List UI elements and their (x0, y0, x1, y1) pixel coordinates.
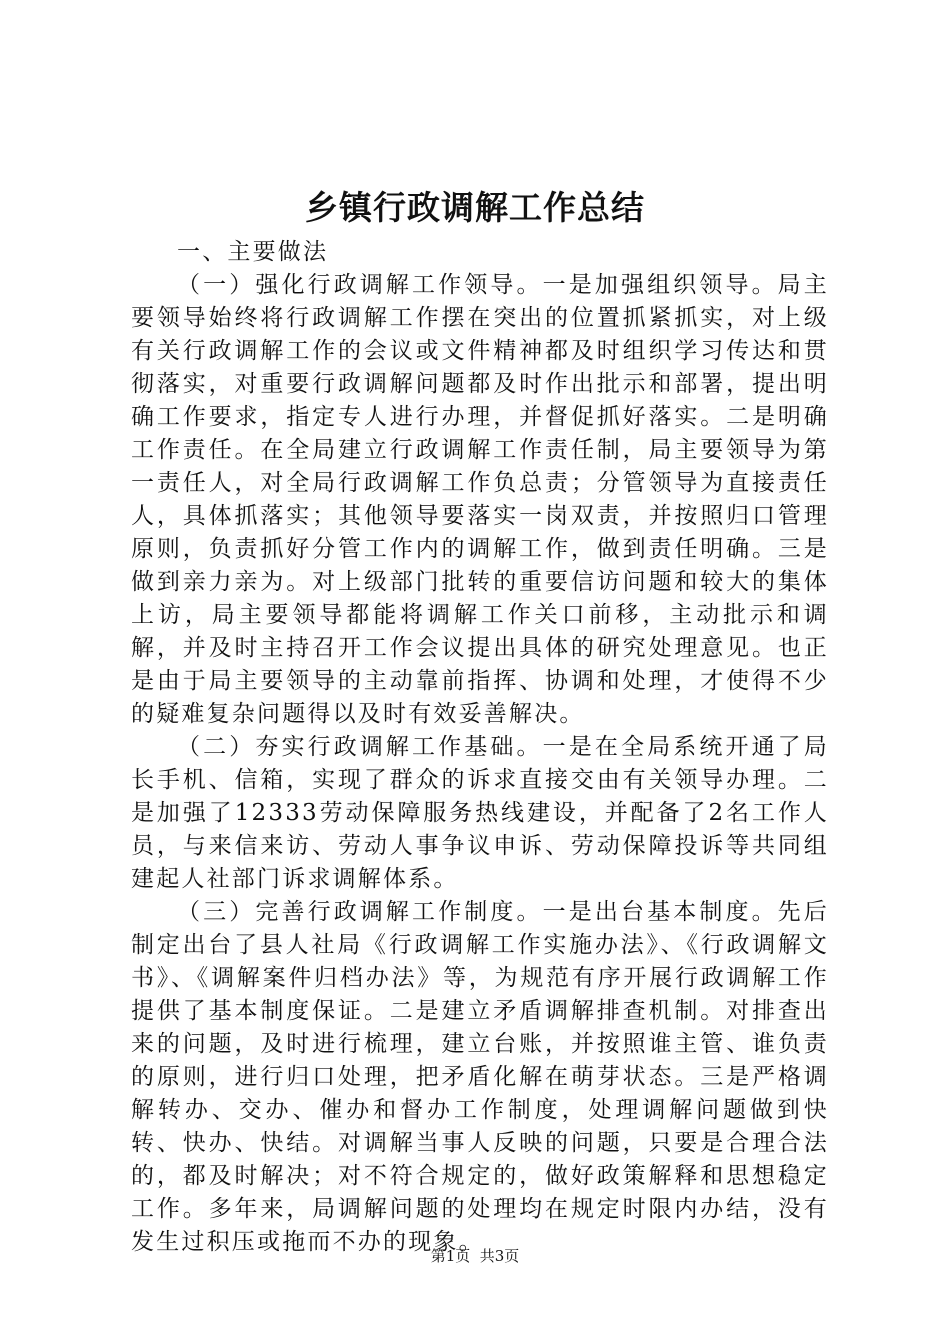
page-footer (0, 1246, 950, 1266)
paragraph-3: （三）完善行政调解工作制度。一是出台基本制度。先后制定出台了县人社局《行政调解工作实施办法》、《行政调解文书》、《调解案件归档办法》等，为规范有序开展行政调解工作提供了基本制度保证。二是建立矛盾调解排查机制。对排查出来的问题，及时进行梳理，建立台账，并按照谁主管、谁负责的原则，进行归口处理，把矛盾化解在萌芽状态。三是严格调解转办、交办、催办和督办工作制度，处理调解问题做到快转、快办、快结。对调解当事人反映的问题，只要是合理合法的，都及时解决；对不符合规定的，做好政策解释和思想稳定工作。多年来，局调解问题的处理均在规定时限内办结，没有发生过积压或拖而不办的现象。 (131, 899, 829, 1255)
section-heading: 一、主要做法 (177, 239, 329, 265)
paragraph-2: （二）夯实行政调解工作基础。一是在全局系统开通了局长手机、信箱，实现了群众的诉求直接交由有关领导办理。二是加强了12333劳动保障服务热线建设，并配备了2名工作人员，与来信来访、劳动人事争议申诉、劳动保障投诉等共同组建起人社部门诉求调解体系。 (131, 734, 829, 892)
document-body (131, 236, 829, 1259)
document-title: 乡镇行政调解工作总结 (305, 188, 645, 227)
paragraph-1: （一）强化行政调解工作领导。一是加强组织领导。局主要领导始终将行政调解工作摆在突出的位置抓紧抓实，对上级有关行政调解工作的会议或文件精神都及时组织学习传达和贯彻落实，对重要行政调解问题都及时作出批示和部署，提出明确工作要求，指定专人进行办理，并督促抓好落实。二是明确工作责任。在全局建立行政调解工作责任制，局主要领导为第一责任人，对全局行政调解工作负总责；分管领导为直接责任人，具体抓落实；其他领导要落实一岗双责，并按照归口管理原则，负责抓好分管工作内的调解工作，做到责任明确。三是做到亲力亲为。对上级部门批转的重要信访问题和较大的集体上访，局主要领导都能将调解工作关口前移，主动批示和调解，并及时主持召开工作会议提出具体的研究处理意见。也正是由于局主要领导的主动靠前指挥、协调和处理，才使得不少的疑难复杂问题得以及时有效妥善解决。 (131, 272, 829, 727)
page-number-label: 第1页 共3页 (430, 1247, 520, 1265)
